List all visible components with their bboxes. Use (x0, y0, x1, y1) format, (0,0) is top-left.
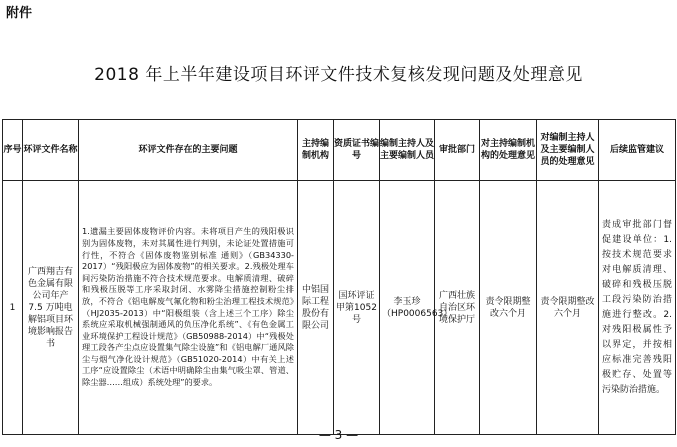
findings-table (2, 119, 676, 435)
table-row (3, 181, 676, 435)
col-header-approval: 审批部门 (435, 120, 480, 181)
col-header-index: 序号 (3, 120, 23, 181)
attachment-label: 附件 (6, 6, 33, 21)
col-header-name: 环评文件名称 (23, 120, 79, 181)
row-personnel-action: 责令限期整改六个月 (537, 181, 599, 435)
row-suggestion: 责成审批部门督促建设单位：1.按技术规范要求对电解质清理、破碎和残极压脱工段污染防治措施进行整改。2.对残阳极属性予以界定，并按相应标准完善残阳极贮存、处置等污染防治措施。 (599, 181, 676, 435)
row-approval-dept: 广西壮族自治区环境保护厅 (435, 181, 480, 435)
row-agency: 中铝国际工程股份有限公司 (298, 181, 334, 435)
col-header-agency-action: 对主持编制机构的处理意见 (480, 120, 537, 181)
col-header-personnel: 编制主持人及主要编制人员 (380, 120, 435, 181)
document-title: 2018 年上半年建设项目环评文件技术复核发现问题及处理意见 (94, 65, 583, 85)
col-header-problems: 环评文件存在的主要问题 (79, 120, 298, 181)
row-cert-no: 国环评证甲第1052号 (334, 181, 380, 435)
col-header-personnel-action: 对编制主持人及主要编制人员的处理意见 (537, 120, 599, 181)
col-header-cert: 资质证书编号 (334, 120, 380, 181)
row-index: 1 (3, 181, 23, 435)
col-header-suggestion: 后续监管建议 (599, 120, 676, 181)
row-personnel: 李玉珍（HP0006563） (380, 181, 435, 435)
col-header-agency: 主持编制机构 (298, 120, 334, 181)
row-problems: 1.遗漏主要固体废物评价内容。未将项目产生的残阳极识别为固体废物，未对其属性进行判别，未论证处置措施可行性，不符合《固体废物鉴别标准 通则》（GB34330-2017）“残阳极应为固体废物”的相关要求。2.残极处理车间污染防治措施不符合技术规范要求。电解质清理、破碎和残极压脱等工序采取封闭、水雾降尘措施控制粉尘排放，不符合《铝电解废气氟化物和粉尘治理工程技术规范》（HJ2035-2013）中“阳极组装（含上述三个工序）除尘系统应采取机械强制通风的负压净化系统”、《有色金属工业环境保护工程设计规范》（GB50988-2014）中“残极处理工段各产尘点应设置集气除尘设施”和《铝电解厂通风除尘与烟气净化设计规范》（GB51020-2014）中有关上述工序“应设置除尘（术语中明确除尘由集气吸尘罩、管道、除尘器……组成）系统处理”的要求。 (79, 181, 298, 435)
page-number: — 3 — (318, 428, 359, 442)
row-agency-action: 责令限期整改六个月 (480, 181, 537, 435)
table-header-row (3, 120, 676, 181)
row-project-name: 广西翔吉有色金属有限公司年产 7.5 万吨电解铝项目环境影响报告书 (23, 181, 79, 435)
